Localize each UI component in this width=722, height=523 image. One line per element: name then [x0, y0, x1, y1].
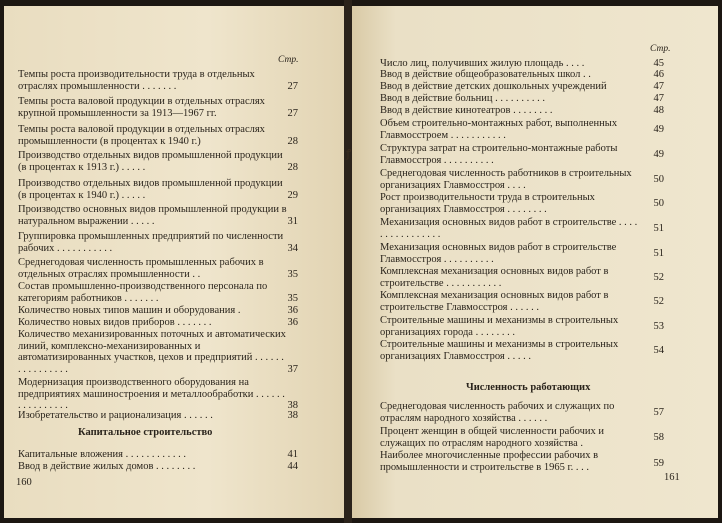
toc-entry: Группировка промышленных предприятий по численности рабочих . . . . . . . . . . . 34: [18, 231, 298, 254]
toc-entry: Модернизация производственного оборудования на предприятиях машиностроения и металлообработки . . . . . . . . . . . . . . . . 38: [18, 377, 298, 412]
toc-entry: Строительные машины и механизмы в строительных организациях города . . . . . . . . 53: [380, 315, 664, 338]
toc-entry: Среднегодовая численность работников в строительных организациях Главмосстроя . . . . 50: [380, 168, 664, 191]
toc-entry: Строительные машины и механизмы в строительных организациях Главмосстроя . . . . . 54: [380, 339, 664, 362]
section-heading: Численность работающих: [466, 382, 591, 393]
toc-entry: Производство основных видов промышленной продукции в натуральном выражении . . . . . 31: [18, 204, 298, 227]
section-heading: Капитальное строительство: [78, 427, 213, 438]
toc-entry: Наиболее многочисленные профессии рабочих в промышленности и строительстве в 1965 г. . . . 59: [380, 450, 664, 473]
toc-entry: Структура затрат на строительно-монтажные работы Главмосстроя . . . . . . . . . . 49: [380, 143, 664, 166]
toc-entry: Состав промышленно-производственного персонала по категориям работников . . . . . . . 35: [18, 281, 298, 304]
toc-entry: Ввод в действие общеобразовательных школ . . 46: [380, 69, 664, 80]
toc-entry: Темпы роста производительности труда в отдельных отраслях промышленности . . . . . . . 27: [18, 69, 298, 92]
toc-entry: Ввод в действие жилых домов . . . . . . . . 44: [18, 461, 298, 472]
toc-entry: Ввод в действие кинотеатров . . . . . . . . 48: [380, 105, 664, 116]
toc-entry: Процент женщин в общей численности рабочих и служащих по отраслям народного хозяйства . 58: [380, 426, 664, 449]
toc-entry: Комплексная механизация основных видов работ в строительстве Главмосстроя . . . . . . 52: [380, 290, 664, 313]
page-column-header: Стр.: [278, 55, 299, 65]
toc-entry: Производство отдельных видов промышленной продукции (в процентах к 1940 г.) . . . . . 29: [18, 178, 298, 201]
page-number: 161: [664, 472, 680, 483]
toc-entry: Капитальные вложения . . . . . . . . . . . . 41: [18, 449, 298, 460]
binding-mark: ꝭ: [346, 148, 352, 160]
toc-entry: Среднегодовая численность промышленных рабочих в отдельных отраслях промышленности . . 35: [18, 257, 298, 280]
toc-entry: Ввод в действие детских дошкольных учреждений 47: [380, 81, 664, 92]
toc-entry: Объем строительно-монтажных работ, выполненных Главмосстроем . . . . . . . . . . . 49: [380, 118, 664, 141]
left-page: [4, 6, 344, 518]
toc-entry: Количество новых видов приборов . . . . . . . 36: [18, 317, 298, 328]
toc-entry: Число лиц, получивших жилую площадь . . . . 45: [380, 58, 664, 69]
page-number: 160: [16, 477, 32, 488]
toc-entry: Среднегодовая численность рабочих и служащих по отраслям народного хозяйства . . . . . . 57: [380, 401, 664, 424]
book-gutter: [344, 0, 352, 523]
toc-entry: Изобретательство и рационализация . . . . . . 38: [18, 410, 298, 421]
toc-entry: Темпы роста валовой продукции в отдельных отраслях промышленности (в процентах к 1940 г.) 28: [18, 124, 298, 147]
right-page: [346, 6, 718, 518]
toc-entry: Механизация основных видов работ в строительстве Главмосстроя . . . . . . . . . . 51: [380, 242, 664, 265]
toc-entry: Ввод в действие больниц . . . . . . . . . . 47: [380, 93, 664, 104]
toc-entry: Рост производительности труда в строительных организациях Главмосстроя . . . . . . . . 50: [380, 192, 664, 215]
toc-entry: Количество новых типов машин и оборудования . 36: [18, 305, 298, 316]
toc-entry: Механизация основных видов работ в строительстве . . . . . . . . . . . . . . . . 51: [380, 217, 664, 240]
toc-entry: Количество механизированных поточных и автоматических линий, комплексно-механизированных и автоматизированных участков, цехов и предприятий . . . . . . . . . . . . . . . . 37: [18, 329, 298, 375]
page-column-header: Стр.: [650, 44, 671, 54]
toc-entry: Комплексная механизация основных видов работ в строительстве . . . . . . . . . . . 52: [380, 266, 664, 289]
toc-entry: Производство отдельных видов промышленной продукции (в процентах к 1913 г.) . . . . . 28: [18, 150, 298, 173]
toc-entry: Темпы роста валовой продукции в отдельных отраслях крупной промышленности за 1913—1967 гг. 27: [18, 96, 298, 119]
